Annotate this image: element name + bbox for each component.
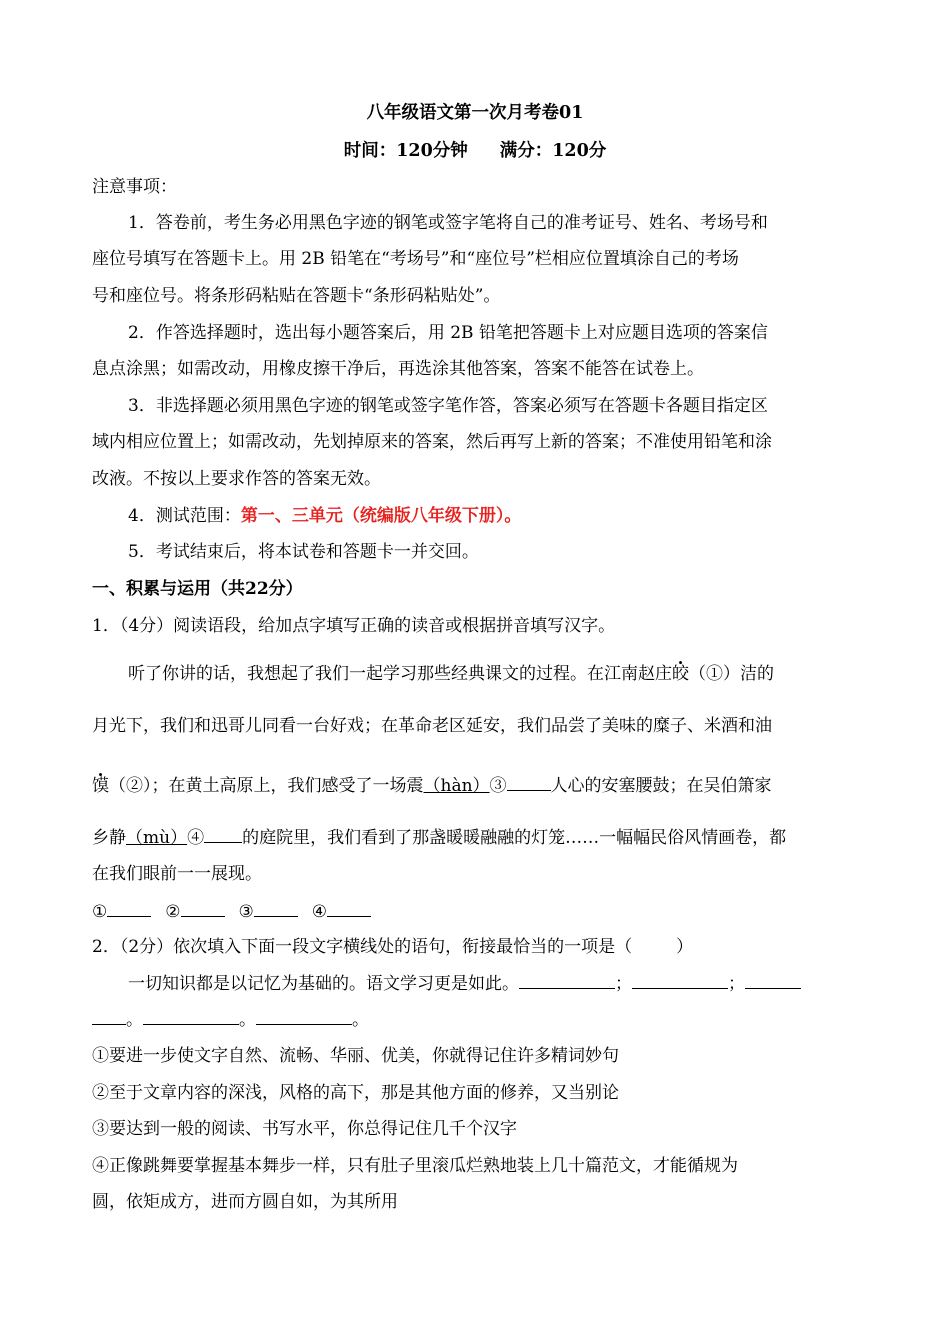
answer-blank-1[interactable] [107, 899, 151, 917]
note-2-line-1: 2．作答选择题时，选出每小题答案后，用 2B 铅笔把答题卡上对应题目选项的答案信 [128, 323, 768, 343]
q2-blank-2[interactable] [632, 972, 728, 989]
note-1-line-2: 座位号填写在答题卡上。用 2B 铅笔在“考场号”和“座位号”栏相应位置填涂自己的考场 [92, 249, 739, 269]
q2-blank-3a[interactable] [745, 972, 801, 989]
q2-period-3: 。 [352, 1010, 369, 1030]
answer-blank-3[interactable] [254, 899, 298, 917]
q1-text: 乡静 [92, 828, 126, 848]
q1-text: 人心的安塞腰鼓；在吴伯箫家 [550, 776, 772, 796]
note-3-line-1: 3．非选择题必须用黑色字迹的钢笔或签字笔作答，答案必须写在答题卡各题目指定区 [128, 396, 768, 416]
answer-blank-4[interactable] [327, 899, 371, 917]
fill-blank-3[interactable] [507, 774, 551, 791]
exam-full-score: 满分：120分 [499, 141, 607, 161]
q1-text: 听了你讲的话，我想起了我们一起学习那些经典课文的过程。在江南赵庄 [128, 664, 672, 684]
q2-text: 一切知识都是以记忆为基础的。语文学习更是如此。 [128, 974, 519, 994]
q2-option-4-line-1: ④正像跳舞要掌握基本舞步一样，只有肚子里滚瓜烂熟地装上几十篇范文，才能循规为 [92, 1156, 738, 1176]
exam-title: 八年级语文第一次月考卷01 [366, 103, 584, 123]
pinyin-mu: （mù） [126, 828, 188, 848]
note-1-line-1: 1．答卷前，考生务必用黑色字迹的钢笔或签字笔将自己的准考证号、姓名、考场号和 [128, 213, 768, 233]
answer-label-3: ③ [238, 902, 254, 922]
test-range: 第一、三单元（统编版八年级下册）。 [240, 506, 522, 526]
q1-passage-line-4 [92, 826, 862, 850]
q2-semicolon-1: ； [615, 974, 632, 994]
q2-passage-line-1 [128, 972, 868, 996]
note-2-line-2: 息点涂黑；如需改动，用橡皮擦干净后，再选涂其他答案，答案不能答在试卷上。 [92, 359, 704, 379]
q1-text: （②）；在黄土高原上，我们感受了一场震 [109, 776, 424, 796]
q2-blank-1[interactable] [519, 972, 615, 989]
q1-blank-label-4: ④ [187, 828, 205, 848]
note-5: 5．考试结束后，将本试卷和答题卡一并交回。 [128, 542, 479, 562]
q1-passage-line-1 [128, 662, 868, 686]
q2-blank-5[interactable] [256, 1008, 352, 1025]
note-3-line-2: 域内相应位置上；如需改动，先划掉原来的答案，然后再写上新的答案；不准使用铅笔和涂 [92, 432, 772, 452]
exam-meta [0, 139, 950, 163]
q2-blank-4[interactable] [143, 1008, 239, 1025]
q1-text: 的庭院里，我们看到了那盏暖暖融融的灯笼……一幅幅民俗风情画卷，都 [242, 828, 787, 848]
q2-semicolon-2: ； [728, 974, 745, 994]
note-4-prefix: 4．测试范围： [128, 506, 241, 526]
q1-passage-line-3 [92, 774, 862, 798]
answer-label-4: ④ [311, 902, 327, 922]
pinyin-han: （hàn） [423, 776, 490, 796]
q2-option-1: ①要进一步使文字自然、流畅、华丽、优美，你就得记住许多精词妙句 [92, 1046, 619, 1066]
answer-blank-2[interactable] [181, 899, 225, 917]
q2-option-2: ②至于文章内容的深浅，风格的高下，那是其他方面的修养，又当别论 [92, 1083, 619, 1103]
notice-heading: 注意事项： [92, 177, 177, 197]
note-4 [128, 504, 868, 528]
q1-text: （①）洁的 [689, 664, 774, 684]
q2-blank-3b[interactable] [92, 1008, 126, 1025]
note-1-line-3: 号和座位号。将条形码粘贴在答题卡“条形码粘贴处”。 [92, 286, 501, 306]
q1-answer-blanks [92, 899, 862, 924]
question-1-stem: 1．（4分）阅读语段，给加点字填写正确的读音或根据拼音填写汉字。 [92, 616, 616, 636]
q2-option-4-line-2: 圆，依矩成方，进而方圆自如，为其所用 [92, 1192, 398, 1212]
answer-label-1: ① [92, 902, 108, 922]
answer-label-2: ② [165, 902, 181, 922]
fill-blank-4[interactable] [204, 826, 242, 843]
question-2-stem [92, 935, 862, 959]
q2-option-3: ③要达到一般的阅读、书写水平，你总得记住几千个汉字 [92, 1119, 517, 1139]
q2-period-2: 。 [239, 1010, 256, 1030]
q2-passage-line-2 [92, 1008, 862, 1032]
dotted-char-jiao: 皎 [672, 664, 689, 684]
exam-time: 时间：120分钟 [343, 141, 468, 161]
section-1-heading: 一、积累与运用（共22分） [92, 579, 303, 599]
dotted-char-mo: 馍 [92, 776, 109, 796]
q1-passage-line-2: 月光下，我们和迅哥儿同看一台好戏；在革命老区延安，我们品尝了美味的糜子、米酒和油 [92, 716, 772, 736]
q2-period-1: 。 [126, 1010, 143, 1030]
note-3-line-3: 改液。不按以上要求作答的答案无效。 [92, 469, 381, 489]
q1-passage-line-5: 在我们眼前一一展现。 [92, 864, 262, 884]
q2-stem-end: ） [676, 937, 694, 957]
q2-stem-text: 2．（2分）依次填入下面一段文字横线处的语句，衔接最恰当的一项是（ [92, 937, 633, 957]
q1-blank-label-3: ③ [489, 776, 507, 796]
